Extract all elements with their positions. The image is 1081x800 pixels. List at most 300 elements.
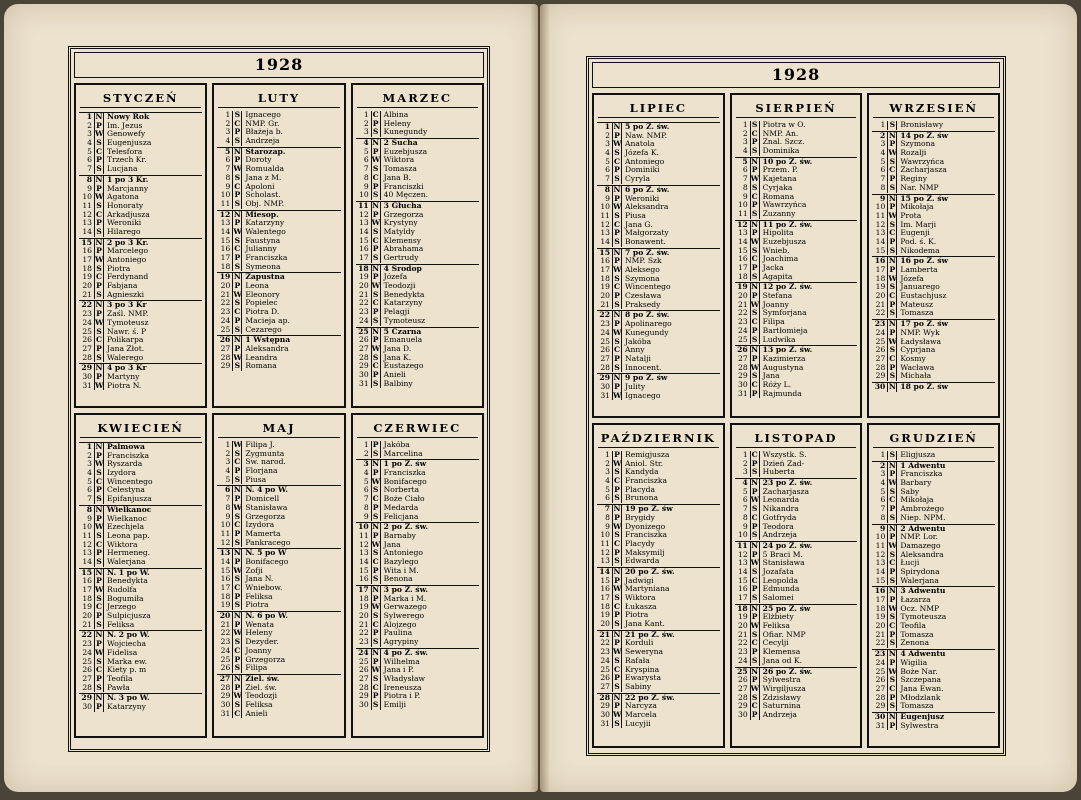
day-row bbox=[217, 485, 340, 495]
day-number: 6 bbox=[880, 496, 886, 505]
day-row bbox=[735, 505, 858, 514]
day-number: 6 bbox=[742, 166, 748, 175]
weekday-letter: N bbox=[888, 193, 896, 203]
saint-name: Łukasza bbox=[625, 602, 657, 611]
weekday-letter: C bbox=[889, 229, 896, 238]
weekday-letter: S bbox=[887, 676, 897, 685]
saint-name: Jana N. bbox=[245, 575, 274, 584]
saint-name: Klemensy bbox=[383, 236, 422, 245]
day-number: 16 bbox=[874, 586, 886, 596]
weekday-letter: W bbox=[888, 274, 897, 283]
day-number: 17 bbox=[600, 594, 610, 602]
weekday-letter: W bbox=[95, 381, 104, 390]
day-number: 19 bbox=[358, 603, 369, 612]
day-number: 25 bbox=[220, 655, 231, 664]
day-number: 15 bbox=[599, 247, 610, 257]
saint-name: 22 po Z. św. bbox=[625, 693, 675, 702]
saint-name: Julity bbox=[625, 382, 646, 391]
day-number: 13 bbox=[219, 548, 231, 558]
weekday-letter: C bbox=[372, 557, 379, 566]
day-row bbox=[872, 149, 995, 158]
day-number: 7 bbox=[880, 175, 886, 184]
saint-name: 5 Braci M. bbox=[762, 550, 803, 559]
day-number: 3 bbox=[742, 138, 748, 147]
weekday-letter: C bbox=[234, 119, 241, 128]
day-number: 18 bbox=[875, 604, 886, 613]
day-row bbox=[217, 200, 340, 209]
saint-name: Maksymilj bbox=[625, 548, 665, 557]
day-number: 26 bbox=[600, 674, 610, 683]
saint-name: Jakóba bbox=[383, 441, 410, 449]
saint-name: Placydy bbox=[625, 539, 655, 548]
weekday-letter: S bbox=[887, 488, 897, 497]
day-number: 2 bbox=[880, 460, 886, 470]
saint-name: Boże Nar. bbox=[900, 667, 938, 676]
day-number: 6 bbox=[225, 485, 231, 495]
day-number: 4 bbox=[880, 479, 886, 488]
day-row bbox=[735, 496, 858, 505]
day-number: 21 bbox=[599, 629, 610, 639]
weekday-letter: S bbox=[94, 532, 104, 541]
day-row bbox=[735, 130, 858, 139]
day-number: 5 bbox=[87, 147, 92, 156]
day-row bbox=[597, 451, 720, 460]
weekday-letter: N bbox=[613, 373, 621, 383]
day-row bbox=[872, 140, 995, 149]
weekday-letter: C bbox=[613, 665, 621, 674]
day-number: 13 bbox=[600, 557, 610, 566]
saint-name: Doroty bbox=[245, 156, 272, 165]
day-row bbox=[217, 710, 340, 719]
weekday-letter: P bbox=[750, 390, 760, 399]
day-number: 1 bbox=[363, 441, 369, 449]
day-row bbox=[356, 558, 479, 567]
weekday-letter: P bbox=[750, 523, 760, 532]
day-row bbox=[356, 450, 479, 459]
weekday-letter: P bbox=[232, 621, 242, 630]
saint-name: Benedykta bbox=[383, 290, 425, 299]
day-number: 26 bbox=[737, 345, 748, 355]
saint-name: NMP. An. bbox=[762, 129, 799, 138]
weekday-letter: N bbox=[751, 478, 759, 488]
weekday-letter: C bbox=[751, 255, 758, 264]
day-number: 28 bbox=[599, 692, 610, 702]
saint-name: Matyldy bbox=[383, 227, 415, 236]
day-row bbox=[356, 219, 479, 228]
weekday-letter: C bbox=[372, 362, 379, 371]
weekday-letter: P bbox=[371, 371, 381, 380]
day-row bbox=[356, 201, 479, 211]
day-row bbox=[356, 701, 479, 710]
saint-name: Prota bbox=[900, 211, 922, 220]
day-row bbox=[735, 327, 858, 336]
day-row bbox=[735, 121, 858, 130]
day-number: 21 bbox=[875, 630, 886, 639]
weekday-letter: S bbox=[94, 165, 104, 174]
day-number: 12 bbox=[600, 548, 610, 557]
saint-name: Marcelina bbox=[383, 449, 423, 458]
weekday-letter: P bbox=[232, 282, 242, 291]
saint-name: Pawła bbox=[107, 683, 130, 692]
weekday-letter: C bbox=[234, 245, 241, 254]
saint-name: Romana bbox=[762, 192, 795, 201]
weekday-letter: N bbox=[95, 567, 103, 577]
saint-name: Leopolda bbox=[762, 576, 799, 585]
day-number: 22 bbox=[600, 639, 610, 648]
weekday-letter: W bbox=[371, 156, 381, 165]
saint-name: Jana K. bbox=[383, 353, 412, 362]
saint-name: Piotra bbox=[107, 264, 131, 273]
weekday-letter: N bbox=[233, 272, 241, 282]
weekday-letter: N bbox=[888, 711, 896, 721]
weekday-letter: S bbox=[371, 450, 381, 459]
day-row bbox=[356, 459, 479, 469]
saint-name: Antoniego bbox=[383, 549, 423, 558]
weekday-letter: S bbox=[94, 202, 104, 211]
month-name: WRZESIEŃ bbox=[873, 97, 994, 118]
saint-name: Benedykta bbox=[107, 577, 148, 586]
weekday-letter: C bbox=[613, 157, 621, 166]
weekday-letter: P bbox=[887, 238, 897, 247]
day-row bbox=[217, 450, 340, 459]
day-row bbox=[872, 229, 995, 238]
day-number: 15 bbox=[220, 236, 231, 245]
day-row bbox=[872, 382, 995, 392]
weekday-letter: P bbox=[232, 467, 242, 476]
day-number: 13 bbox=[220, 219, 231, 228]
weekday-letter: S bbox=[887, 158, 897, 167]
day-number: 24 bbox=[875, 328, 886, 337]
weekday-letter: N bbox=[95, 112, 103, 121]
day-row bbox=[356, 237, 479, 246]
weekday-letter: P bbox=[232, 593, 242, 602]
day-row bbox=[597, 221, 720, 230]
day-row bbox=[872, 524, 995, 534]
saint-name: Remigjusza bbox=[625, 451, 670, 459]
weekday-letter: W bbox=[371, 282, 381, 291]
saint-name: Szczepana bbox=[900, 676, 942, 685]
day-row bbox=[79, 148, 202, 157]
weekday-letter: S bbox=[750, 468, 760, 477]
weekday-letter: C bbox=[889, 559, 896, 568]
saint-name: Anny bbox=[625, 346, 645, 355]
weekday-letter: P bbox=[371, 120, 381, 129]
saint-name: Wnieb. bbox=[762, 246, 790, 255]
day-number: 18 bbox=[82, 594, 92, 603]
day-number: 30 bbox=[220, 700, 231, 709]
day-number: 8 bbox=[225, 173, 231, 182]
saint-name: Franciszka bbox=[245, 254, 288, 262]
saint-name: Joanny bbox=[762, 300, 789, 309]
day-row bbox=[356, 191, 479, 200]
day-row bbox=[872, 121, 995, 130]
saint-name: Eugenjusza bbox=[107, 139, 152, 148]
day-number: 26 bbox=[219, 335, 231, 345]
day-number: 22 bbox=[875, 309, 886, 318]
day-number: 22 bbox=[737, 309, 748, 318]
saint-name: Spirydona bbox=[900, 567, 940, 576]
saint-name: Ludwika bbox=[762, 335, 796, 344]
weekday-letter: N bbox=[751, 219, 759, 229]
day-number: 4 bbox=[87, 139, 92, 148]
day-row bbox=[872, 301, 995, 310]
day-row bbox=[597, 494, 720, 503]
weekday-letter: P bbox=[612, 229, 622, 238]
day-row bbox=[217, 237, 340, 246]
day-row bbox=[217, 219, 340, 228]
day-number: 26 bbox=[220, 664, 231, 673]
saint-name: Zygmunta bbox=[245, 449, 285, 458]
saint-name: Tomasza bbox=[900, 630, 934, 639]
day-row bbox=[79, 532, 202, 541]
year-heading: 1928 bbox=[74, 52, 484, 78]
day-row bbox=[356, 371, 479, 380]
saint-name: 11 po Z. św. bbox=[762, 220, 813, 229]
day-row bbox=[217, 345, 340, 354]
day-row bbox=[735, 559, 858, 568]
day-row bbox=[735, 667, 858, 677]
day-number: 17 bbox=[358, 254, 369, 262]
saint-name: Arkadjusza bbox=[107, 210, 150, 219]
day-row bbox=[79, 675, 202, 684]
saint-name: Ambrożego bbox=[900, 505, 945, 514]
day-number: 2 bbox=[87, 451, 92, 460]
day-row bbox=[597, 639, 720, 648]
day-row bbox=[597, 460, 720, 469]
month-name: LUTY bbox=[218, 87, 339, 108]
day-row bbox=[597, 292, 720, 301]
day-number: 28 bbox=[220, 353, 231, 362]
day-row bbox=[872, 184, 995, 193]
day-number: 13 bbox=[875, 229, 886, 238]
day-number: 29 bbox=[81, 693, 92, 703]
day-row bbox=[356, 354, 479, 363]
day-number: 30 bbox=[82, 372, 92, 381]
weekday-letter: P bbox=[750, 648, 760, 657]
weekday-letter: S bbox=[371, 638, 381, 647]
saint-name: Julianny bbox=[245, 245, 277, 254]
saint-name: Barnaby bbox=[383, 531, 416, 540]
weekday-letter: P bbox=[232, 317, 242, 326]
day-row bbox=[597, 158, 720, 167]
day-row bbox=[356, 245, 479, 254]
saint-name: Leona bbox=[245, 282, 269, 291]
day-row bbox=[735, 460, 858, 469]
day-number: 31 bbox=[358, 379, 369, 388]
left-calendar-frame bbox=[68, 46, 490, 752]
day-number: 3 bbox=[225, 128, 231, 137]
saint-name: Piotra i P. bbox=[383, 692, 421, 701]
day-row bbox=[735, 264, 858, 273]
day-row bbox=[872, 559, 995, 568]
day-number: 28 bbox=[82, 683, 92, 692]
weekday-letter: W bbox=[233, 165, 242, 174]
weekday-letter: P bbox=[887, 722, 897, 731]
saint-name: Błażeja b. bbox=[245, 128, 283, 137]
weekday-letter: S bbox=[612, 720, 622, 729]
weekday-letter: P bbox=[232, 558, 242, 567]
weekday-letter: P bbox=[750, 229, 760, 238]
weekday-letter: P bbox=[94, 122, 104, 131]
weekday-letter: S bbox=[94, 684, 104, 693]
day-number: 20 bbox=[358, 282, 369, 291]
day-number: 13 bbox=[358, 219, 369, 228]
day-row bbox=[79, 549, 202, 558]
saint-name: 5 po Z. św. bbox=[625, 123, 670, 131]
day-row bbox=[872, 496, 995, 505]
day-number: 29 bbox=[358, 362, 369, 371]
day-number: 13 bbox=[82, 219, 92, 228]
weekday-letter: P bbox=[94, 185, 104, 194]
day-number: 10 bbox=[875, 203, 886, 212]
day-row bbox=[217, 156, 340, 165]
saint-name: 3 Adwentu bbox=[900, 587, 946, 596]
day-row bbox=[872, 451, 995, 460]
day-number: 7 bbox=[225, 495, 231, 504]
saint-name: Filipa J. bbox=[245, 441, 275, 449]
day-number: 24 bbox=[220, 646, 231, 655]
weekday-letter: S bbox=[612, 238, 622, 247]
day-number: 21 bbox=[875, 300, 886, 309]
saint-name: 1 Adwentu bbox=[900, 461, 946, 470]
day-row bbox=[872, 238, 995, 247]
saint-name: Kryspina bbox=[625, 665, 660, 674]
saint-name: Bogumiła bbox=[107, 594, 144, 603]
weekday-letter: P bbox=[612, 355, 622, 364]
saint-name: Krystyny bbox=[383, 219, 418, 228]
saint-name: Jozafata bbox=[762, 567, 794, 576]
saint-name: Wiktora bbox=[383, 156, 415, 165]
weekday-letter: P bbox=[232, 495, 242, 504]
day-row bbox=[597, 630, 720, 640]
day-row bbox=[217, 674, 340, 684]
weekday-letter: P bbox=[887, 329, 897, 338]
weekday-letter: W bbox=[233, 290, 242, 299]
saint-name: Andrzeja bbox=[762, 710, 797, 719]
day-row bbox=[356, 648, 479, 658]
day-number: 27 bbox=[737, 684, 748, 693]
day-row bbox=[217, 282, 340, 291]
day-number: 31 bbox=[737, 389, 748, 398]
day-number: 15 bbox=[737, 576, 748, 585]
day-number: 12 bbox=[220, 538, 231, 547]
day-number: 10 bbox=[737, 531, 748, 540]
saint-name: Marcelego bbox=[107, 247, 149, 256]
day-row bbox=[79, 363, 202, 373]
day-row bbox=[217, 317, 340, 326]
saint-name: Zdzisławy bbox=[762, 693, 801, 702]
day-number: 31 bbox=[875, 721, 886, 730]
month-block bbox=[592, 423, 725, 748]
saint-name: N. 6 po W. bbox=[245, 612, 289, 621]
day-row bbox=[217, 174, 340, 183]
day-number: 23 bbox=[600, 648, 610, 657]
weekday-letter: C bbox=[372, 299, 379, 308]
day-row bbox=[217, 567, 340, 576]
day-row bbox=[356, 675, 479, 684]
weekday-letter: W bbox=[613, 585, 622, 594]
saint-name: 24 po Z. św. bbox=[762, 541, 813, 550]
saint-name: Innocent. bbox=[625, 363, 662, 372]
day-number: 24 bbox=[358, 647, 369, 657]
weekday-letter: P bbox=[94, 612, 104, 621]
saint-name: 1 Wstępna bbox=[245, 336, 291, 345]
day-row bbox=[217, 354, 340, 363]
day-number: 13 bbox=[600, 229, 610, 238]
weekday-letter: S bbox=[371, 701, 381, 710]
day-number: 21 bbox=[358, 620, 369, 629]
weekday-letter: W bbox=[750, 237, 760, 246]
day-row bbox=[217, 458, 340, 467]
saint-name: Andrzeja bbox=[762, 531, 797, 540]
weekday-letter: P bbox=[371, 692, 381, 701]
weekday-letter: C bbox=[372, 683, 379, 692]
day-row bbox=[79, 202, 202, 211]
day-row bbox=[79, 630, 202, 640]
day-number: 3 bbox=[742, 468, 748, 477]
weekday-letter: W bbox=[613, 140, 622, 149]
day-number: 11 bbox=[875, 541, 886, 550]
saint-name: Mikołaja bbox=[900, 203, 934, 212]
day-number: 27 bbox=[737, 354, 748, 363]
weekday-letter: N bbox=[888, 586, 896, 596]
day-row bbox=[217, 111, 340, 120]
day-row bbox=[735, 220, 858, 230]
day-row bbox=[217, 504, 340, 513]
day-number: 10 bbox=[875, 533, 886, 542]
day-number: 30 bbox=[874, 381, 886, 391]
day-row bbox=[79, 156, 202, 165]
saint-name: 6 po Z. św. bbox=[625, 185, 670, 194]
weekday-letter: C bbox=[751, 639, 758, 648]
day-number: 15 bbox=[875, 576, 886, 585]
day-number: 22 bbox=[81, 630, 92, 640]
day-row bbox=[356, 128, 479, 137]
day-number: 9 bbox=[605, 194, 610, 203]
saint-name: Emanuela bbox=[383, 336, 423, 345]
day-number: 8 bbox=[605, 513, 610, 522]
day-row bbox=[872, 283, 995, 292]
saint-name: Marcela bbox=[625, 710, 657, 719]
saint-name: Saby bbox=[900, 487, 920, 496]
day-number: 24 bbox=[358, 316, 369, 325]
day-row bbox=[79, 693, 202, 703]
day-number: 28 bbox=[600, 363, 610, 372]
day-row bbox=[356, 291, 479, 300]
day-row bbox=[356, 228, 479, 237]
saint-name: Benona bbox=[383, 575, 413, 584]
weekday-letter: S bbox=[371, 549, 381, 558]
weekday-letter: S bbox=[750, 505, 760, 514]
weekday-letter: P bbox=[232, 156, 242, 165]
day-number: 6 bbox=[225, 156, 231, 165]
month-block bbox=[592, 93, 725, 418]
saint-name: Romualda bbox=[245, 165, 285, 174]
day-number: 24 bbox=[737, 656, 748, 665]
day-row bbox=[872, 364, 995, 373]
saint-name: Apolinarego bbox=[625, 320, 672, 329]
day-number: 12 bbox=[82, 540, 92, 549]
day-row bbox=[735, 247, 858, 256]
day-row bbox=[356, 273, 479, 282]
weekday-letter: C bbox=[234, 521, 241, 530]
weekday-letter: C bbox=[751, 192, 758, 201]
saint-name: Wielkanoc bbox=[107, 514, 147, 523]
weekday-letter: C bbox=[95, 540, 103, 549]
weekday-letter: N bbox=[888, 256, 896, 266]
weekday-letter: P bbox=[750, 138, 760, 147]
saint-name: Niep. NPM. bbox=[900, 513, 946, 522]
